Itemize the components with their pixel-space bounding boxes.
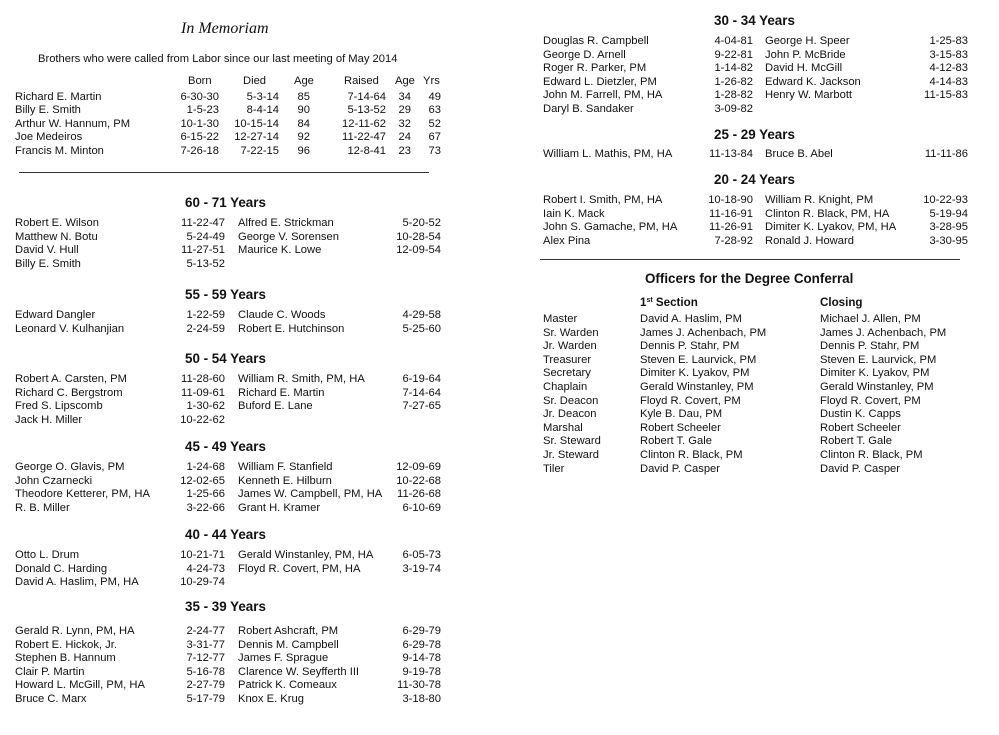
closing-officer: James J. Achenbach, PM [820, 326, 947, 339]
closing-officer: Dimiter K. Lyakov, PM [820, 367, 930, 380]
member-name: Robert E. Hutchinson [238, 322, 345, 335]
raised-date: 5-16-78 [186, 665, 225, 678]
raised-date: 7-27-65 [402, 400, 441, 413]
officer-row [0, 408, 999, 421]
year-group-title: 25 - 29 Years [714, 127, 795, 142]
member-row [0, 679, 460, 692]
raised-date: 5-13-52 [347, 104, 386, 116]
member-name: Alex Pina [543, 234, 591, 247]
member-name: Jack H. Miller [15, 413, 83, 426]
age-at-raising: 34 [398, 91, 411, 103]
member-name: William L. Mathis, PM, HA [543, 148, 673, 160]
years-of-membership: 63 [428, 104, 441, 116]
officer-role: Master [543, 313, 578, 325]
member-row [0, 62, 999, 75]
raised-date: 1-25-83 [929, 35, 968, 47]
member-name: John M. Farrell, PM, HA [543, 89, 663, 102]
member-name: Dimiter K. Lyakov, PM, HA [765, 221, 897, 234]
raised-date: 2-24-77 [186, 625, 225, 637]
raised-date: 11-16-91 [709, 207, 753, 220]
memoriam-row [0, 118, 460, 131]
year-group-title: 40 - 44 Years [185, 527, 266, 542]
member-row [0, 576, 460, 589]
officers-title: Officers for the Degree Conferral [645, 271, 854, 286]
officer-row [0, 340, 999, 353]
member-name: Theodore Ketterer, PM, HA [15, 488, 150, 501]
officer-row [0, 327, 999, 340]
raised-date: 11-22-47 [342, 131, 386, 143]
age-at-raising: 23 [398, 145, 411, 157]
raised-date: 2-27-79 [186, 679, 225, 692]
officer-role: Jr. Warden [543, 340, 597, 353]
age-at-death: 96 [297, 145, 310, 157]
raised-date: 7-12-77 [186, 652, 225, 665]
member-row [0, 103, 999, 116]
member-name: James F. Sprague [238, 652, 329, 665]
member-name: Otto L. Drum [15, 549, 80, 561]
raised-date: 1-24-68 [186, 461, 225, 473]
born-date: 6-30-30 [180, 91, 219, 103]
member-name: Kenneth E. Hilburn [238, 474, 332, 487]
raised-date: 12-11-62 [342, 118, 386, 130]
raised-date: 12-09-54 [396, 244, 441, 257]
raised-date: 4-29-58 [402, 309, 441, 321]
first-section-officer: Gerald Winstanley, PM [640, 381, 754, 393]
member-row [0, 258, 460, 271]
member-name: Patrick K. Comeaux [238, 679, 337, 692]
officer-role: Treasurer [543, 353, 592, 366]
member-name: Robert Ashcraft, PM [238, 625, 339, 637]
closing-officer: Robert Scheeler [820, 421, 901, 434]
member-row [0, 639, 460, 652]
closing-officer: Dennis P. Stahr, PM [820, 340, 920, 353]
memoriam-title: In Memoriam [181, 20, 269, 37]
raised-date: 11-22-47 [181, 217, 225, 229]
officer-row [0, 367, 999, 380]
member-name: John P. McBride [765, 48, 846, 61]
died-date: 7-22-15 [240, 145, 279, 157]
born-date: 1-5-23 [186, 104, 219, 116]
member-name: Grant H. Kramer [238, 501, 321, 514]
officer-role: Tiler [543, 462, 565, 475]
age-at-death: 92 [297, 131, 310, 143]
age-at-death: 85 [297, 91, 310, 103]
member-name: Daryl B. Sandaker [543, 103, 634, 115]
raised-header: Raised [344, 75, 379, 87]
raised-date: 7-14-64 [402, 386, 441, 399]
officer-role: Secretary [543, 367, 591, 380]
raised-date: 5-25-60 [402, 322, 441, 335]
year-group-title: 55 - 59 Years [185, 287, 266, 302]
raised-date: 2-24-59 [186, 322, 225, 335]
member-name: Robert E. Hickok, Jr. [15, 638, 117, 651]
officer-row [0, 463, 999, 476]
member-name: David H. McGill [765, 62, 843, 75]
member-name: James W. Campbell, PM, HA [238, 488, 383, 501]
raised-date: 11-15-83 [924, 89, 968, 102]
age-at-raising-header: Age [395, 75, 415, 87]
member-name: William F. Stanfield [238, 461, 333, 473]
member-row [0, 475, 460, 488]
member-name: David V. Hull [15, 244, 79, 257]
raised-date: 1-14-82 [714, 62, 753, 75]
member-name: Ronald J. Howard [765, 234, 854, 247]
raised-date: 11-28-60 [181, 373, 225, 385]
officer-role: Marshal [543, 421, 583, 434]
member-name: Dennis M. Campbell [238, 638, 339, 651]
member-name: Richard E. Martin [238, 386, 325, 399]
member-name: Joe Medeiros [15, 131, 83, 143]
member-name: Floyd R. Covert, PM, HA [238, 562, 361, 575]
raised-date: 4-12-83 [929, 62, 968, 75]
raised-date: 6-29-78 [402, 638, 441, 651]
officers-closing-header: Closing [820, 296, 863, 309]
member-row [0, 488, 460, 501]
first-section-officer: Floyd R. Covert, PM [640, 394, 741, 407]
died-header: Died [243, 75, 267, 87]
member-row [0, 49, 999, 62]
raised-date: 7-28-92 [714, 234, 753, 247]
raised-date: 10-22-93 [923, 194, 968, 206]
member-name: David A. Haslim, PM, HA [15, 576, 139, 589]
born-date: 10-1-30 [180, 118, 219, 130]
closing-officer: Steven E. Laurvick, PM [820, 353, 937, 366]
officer-row [0, 354, 999, 367]
raised-date: 11-09-61 [181, 386, 225, 399]
year-group-title: 30 - 34 Years [714, 13, 795, 28]
raised-date: 3-09-82 [714, 103, 753, 115]
closing-officer: David P. Casper [820, 462, 901, 475]
died-date: 10-15-14 [234, 118, 279, 130]
member-name: Claude C. Woods [238, 309, 326, 321]
year-group-title: 60 - 71 Years [185, 195, 266, 210]
member-row [0, 563, 460, 576]
officer-role: Sr. Deacon [543, 394, 599, 407]
raised-date: 4-14-83 [929, 75, 968, 88]
member-name: Edward K. Jackson [765, 75, 861, 88]
officer-row [0, 381, 999, 394]
member-name: John S. Gamache, PM, HA [543, 221, 678, 234]
member-name: Billy E. Smith [15, 257, 81, 270]
raised-date: 5-24-49 [186, 230, 225, 243]
member-name: Buford E. Lane [238, 400, 313, 413]
officer-role: Sr. Warden [543, 326, 599, 339]
years-header: Yrs [423, 75, 440, 87]
closing-officer: Robert T. Gale [820, 435, 892, 448]
member-name: Donald C. Harding [15, 562, 108, 575]
raised-date: 11-11-86 [924, 148, 968, 160]
memoriam-row [0, 131, 460, 144]
raised-date: 10-21-71 [180, 549, 225, 561]
closing-officer: Gerald Winstanley, PM [820, 381, 934, 393]
member-name: Billy E. Smith [15, 104, 81, 116]
member-name: Roger R. Parker, PM [543, 62, 647, 75]
member-name: Robert I. Smith, PM, HA [543, 194, 663, 206]
raised-date: 4-24-73 [186, 562, 225, 575]
member-name: Henry W. Marbott [765, 89, 853, 102]
member-name: Arthur W. Hannum, PM [15, 118, 131, 130]
first-section-officer: Robert T. Gale [640, 435, 712, 448]
member-name: Clarence W. Seyfferth III [238, 665, 360, 678]
raised-date: 5-20-52 [402, 217, 441, 229]
year-group-title: 20 - 24 Years [714, 172, 795, 187]
officer-row [0, 313, 999, 326]
member-name: Gerald R. Lynn, PM, HA [15, 625, 135, 637]
raised-date: 11-26-91 [709, 221, 753, 234]
member-name: Francis M. Minton [15, 145, 104, 157]
first-section-officer: Dennis P. Stahr, PM [640, 340, 740, 353]
member-name: Douglas R. Campbell [543, 35, 649, 47]
years-of-membership: 49 [428, 91, 441, 103]
raised-date: 6-05-73 [402, 549, 441, 561]
member-name: Iain K. Mack [543, 207, 605, 220]
raised-date: 5-19-94 [929, 207, 968, 220]
member-name: Edward L. Dietzler, PM [543, 75, 657, 88]
raised-date: 10-22-62 [180, 413, 225, 426]
raised-date: 1-28-82 [714, 89, 753, 102]
member-name: William R. Knight, PM [765, 194, 874, 206]
raised-date: 6-29-79 [402, 625, 441, 637]
raised-date: 10-29-74 [180, 576, 225, 589]
age-at-death: 84 [297, 118, 310, 130]
first-section-officer: James J. Achenbach, PM [640, 326, 767, 339]
member-name: Knox E. Krug [238, 693, 304, 705]
member-name: Stephen B. Hannum [15, 652, 116, 665]
first-section-officer: David P. Casper [640, 462, 721, 475]
raised-date: 6-10-69 [402, 501, 441, 514]
first-section-officer: Kyle B. Dau, PM [640, 408, 723, 421]
member-name: Bruce C. Marx [15, 693, 87, 705]
officer-row [0, 395, 999, 408]
member-name: Fred S. Lipscomb [15, 400, 103, 413]
member-name: Richard E. Martin [15, 91, 102, 103]
member-name: Robert E. Wilson [15, 217, 99, 229]
member-name: Gerald Winstanley, PM, HA [238, 549, 374, 561]
raised-date: 10-18-90 [708, 194, 753, 206]
member-row [0, 502, 460, 515]
member-row [0, 666, 460, 679]
born-date: 6-15-22 [180, 131, 219, 143]
member-name: John Czarnecki [15, 474, 93, 487]
born-date: 7-26-18 [180, 145, 219, 157]
member-row [0, 549, 460, 562]
officers-first-section-header: 1st Section [640, 296, 698, 309]
raised-date: 6-19-64 [402, 373, 441, 385]
member-name: Clair P. Martin [15, 665, 85, 678]
officer-row [0, 422, 999, 435]
raised-date: 5-13-52 [186, 257, 225, 270]
died-date: 8-4-14 [246, 104, 279, 116]
age-at-death: 90 [297, 104, 310, 116]
age-header: Age [294, 75, 314, 87]
member-row [0, 652, 460, 665]
age-at-raising: 29 [398, 104, 411, 116]
raised-date: 3-22-66 [186, 501, 225, 514]
divider [19, 172, 429, 173]
raised-date: 3-18-80 [402, 693, 441, 705]
raised-date: 11-13-84 [709, 148, 753, 160]
member-row [0, 76, 999, 89]
died-date: 5-3-14 [246, 91, 279, 103]
years-of-membership: 52 [428, 118, 441, 130]
member-name: William R. Smith, PM, HA [238, 373, 365, 385]
raised-date: 9-19-78 [402, 665, 441, 678]
raised-date: 10-28-54 [396, 230, 441, 243]
member-row [0, 625, 460, 638]
officer-row [0, 449, 999, 462]
raised-date: 12-09-69 [396, 461, 441, 473]
officer-role: Jr. Steward [543, 449, 599, 461]
raised-date: 4-04-81 [714, 35, 753, 47]
raised-date: 9-14-78 [402, 652, 441, 665]
officer-row [0, 435, 999, 448]
closing-officer: Dustin K. Capps [820, 408, 901, 421]
member-name: Robert A. Carsten, PM [15, 373, 127, 385]
years-of-membership: 73 [428, 145, 441, 157]
year-group-title: 45 - 49 Years [185, 439, 266, 454]
member-row [0, 221, 999, 234]
member-name: Alfred E. Strickman [238, 217, 334, 229]
first-section-officer: Steven E. Laurvick, PM [640, 353, 757, 366]
member-name: George H. Speer [765, 35, 850, 47]
first-section-officer: David A. Haslim, PM [640, 313, 742, 325]
member-name: Matthew N. Botu [15, 230, 98, 243]
raised-date: 11-27-51 [181, 244, 225, 257]
born-header: Born [188, 75, 212, 87]
member-name: Richard C. Bergstrom [15, 386, 123, 399]
officer-role: Sr. Steward [543, 435, 601, 448]
first-section-officer: Robert Scheeler [640, 421, 721, 434]
first-section-officer: Dimiter K. Lyakov, PM [640, 367, 750, 380]
member-name: George O. Glavis, PM [15, 461, 125, 473]
raised-date: 12-02-65 [180, 474, 225, 487]
member-name: George D. Arnell [543, 48, 626, 61]
member-row [0, 89, 999, 102]
member-name: Edward Dangler [15, 309, 96, 321]
raised-date: 7-14-64 [347, 91, 386, 103]
closing-officer: Floyd R. Covert, PM [820, 394, 921, 407]
officer-role: Chaplain [543, 381, 588, 393]
member-row [0, 693, 460, 706]
raised-date: 11-30-78 [397, 679, 441, 692]
raised-date: 3-19-74 [402, 562, 441, 575]
member-name: Clinton R. Black, PM, HA [765, 207, 890, 220]
member-row [0, 208, 999, 221]
member-name: Howard L. McGill, PM, HA [15, 679, 145, 692]
raised-date: 3-30-95 [929, 234, 968, 247]
member-row [0, 35, 999, 48]
raised-date: 10-22-68 [396, 474, 441, 487]
member-name: George V. Sorensen [238, 230, 339, 243]
raised-date: 1-30-62 [186, 400, 225, 413]
member-row [0, 194, 999, 207]
raised-date: 1-25-66 [186, 488, 225, 501]
raised-date: 9-22-81 [714, 48, 753, 61]
year-group-title: 50 - 54 Years [185, 351, 266, 366]
divider [540, 259, 960, 260]
officer-role: Jr. Deacon [543, 408, 597, 421]
member-name: Leonard V. Kulhanjian [15, 322, 125, 335]
memoriam-subtitle: Brothers who were called from Labor since our last meeting of May 2014 [38, 53, 398, 65]
raised-date: 3-15-83 [929, 48, 968, 61]
first-section-officer: Clinton R. Black, PM [640, 449, 743, 461]
raised-date: 1-26-82 [714, 75, 753, 88]
raised-date: 3-31-77 [186, 638, 225, 651]
member-name: Bruce B. Abel [765, 148, 833, 160]
closing-officer: Clinton R. Black, PM [820, 449, 923, 461]
raised-date: 1-22-59 [186, 309, 225, 321]
raised-date: 12-8-41 [347, 145, 386, 157]
member-name: Maurice K. Lowe [238, 244, 322, 257]
member-name: R. B. Miller [15, 501, 70, 514]
raised-date: 3-28-95 [929, 221, 968, 234]
raised-date: 11-26-68 [397, 488, 441, 501]
member-row [0, 148, 999, 161]
closing-officer: Michael J. Allen, PM [820, 313, 921, 325]
age-at-raising: 24 [398, 131, 411, 143]
year-group-title: 35 - 39 Years [185, 599, 266, 614]
raised-date: 5-17-79 [186, 693, 225, 705]
member-row [0, 235, 999, 248]
age-at-raising: 32 [398, 118, 411, 130]
died-date: 12-27-14 [234, 131, 279, 143]
years-of-membership: 67 [428, 131, 441, 143]
